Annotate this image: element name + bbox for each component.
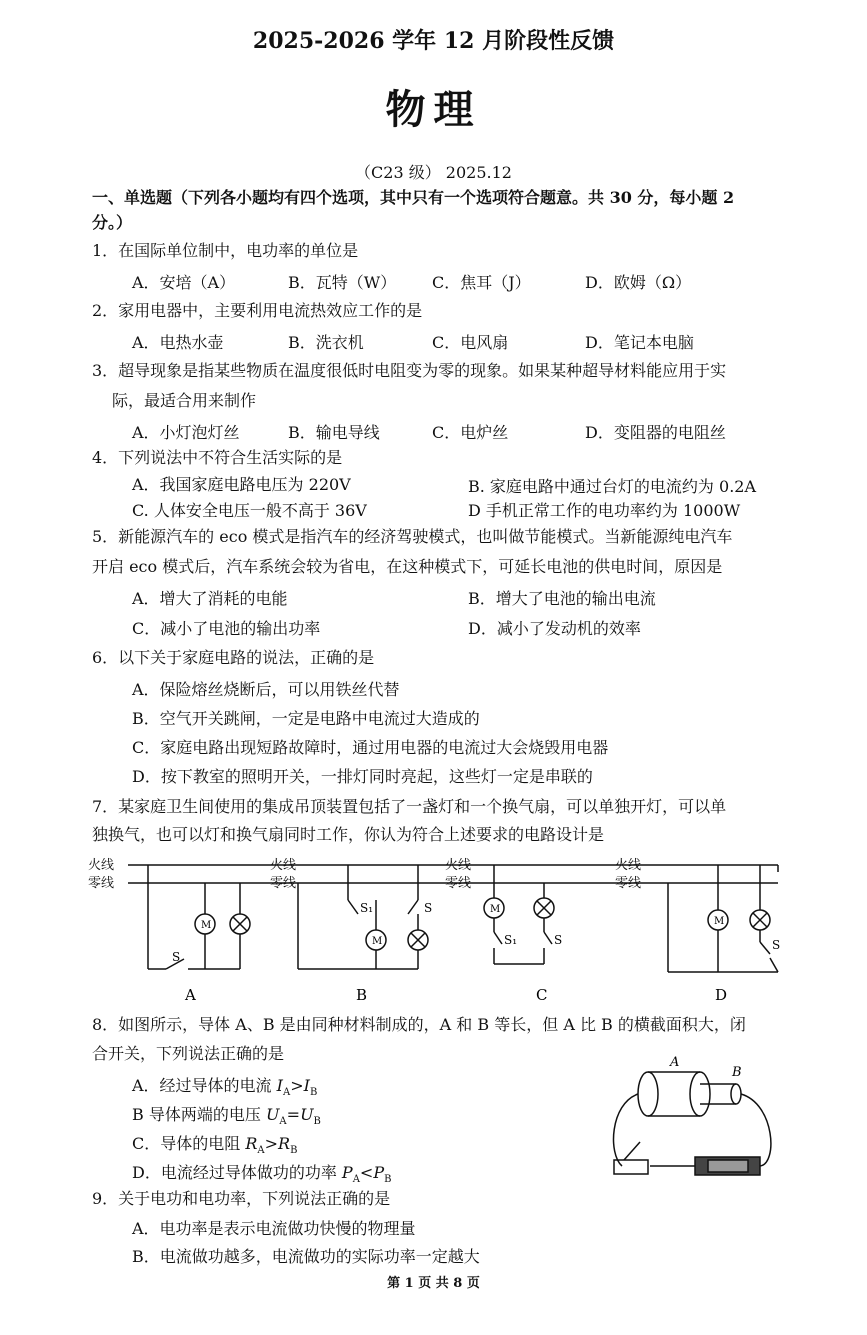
q1-option-b: B．瓦特（W）: [288, 273, 397, 292]
q7-switch-s-c: S: [554, 933, 563, 947]
q4-option-c: C. 人体安全电压一般不高于 36V: [132, 501, 367, 520]
q5-option-d: D．减小了发动机的效率: [468, 619, 641, 638]
q1-option-c: C．焦耳（J）: [432, 273, 531, 292]
q7-neutral-label-b: 零线: [270, 876, 297, 891]
q7-label-b: B: [356, 986, 368, 1004]
q9-stem: 9．关于电功和电功率，下列说法正确的是: [92, 1189, 391, 1208]
q3-option-a: A．小灯泡灯丝: [132, 423, 240, 442]
q8-option-b: B 导体两端的电压 $U_A=U_B$: [132, 1105, 321, 1128]
q6-option-a: A．保险熔丝烧断后，可以用铁丝代替: [132, 680, 400, 699]
q2-option-d: D．笔记本电脑: [585, 333, 694, 352]
q3-option-b: B．输电导线: [288, 423, 380, 442]
q8-stem-cont: 合开关，下列说法正确的是: [92, 1044, 285, 1063]
q7-switch-s1-b: S₁: [360, 901, 374, 915]
q7-label-d: D: [715, 986, 728, 1004]
q2-option-a: A．电热水壶: [132, 333, 224, 352]
q9-option-a: A．电功率是表示电流做功快慢的物理量: [132, 1219, 416, 1238]
q4-stem: 4．下列说法中不符合生活实际的是: [92, 448, 343, 467]
q7-live-label-d: 火线: [615, 858, 642, 873]
q8-option-d: D．电流经过导体做功的功率 $P_A<P_B$: [132, 1163, 392, 1186]
grade-date: （C23 级） 2025.12: [355, 163, 512, 182]
q3-option-d: D．变阻器的电阻丝: [585, 423, 726, 442]
q5-option-c: C．减小了电池的输出功率: [132, 619, 321, 638]
q5-stem-cont: 开启 eco 模式后，汽车系统会较为省电，在这种模式下，可延长电池的供电时间，原因是: [92, 557, 723, 576]
q6-option-c: C．家庭电路出现短路故障时，通过用电器的电流过大会烧毁用电器: [132, 738, 609, 757]
q5-stem: 5．新能源汽车的 eco 模式是指汽车的经济驾驶模式，也叫做节能模式。当新能源纯电汽车: [92, 527, 733, 546]
q7-switch-s-b: S: [424, 901, 433, 915]
q1-stem: 1．在国际单位制中，电功率的单位是: [92, 241, 359, 260]
q7-circuit-a: [148, 865, 250, 969]
q7-motor-d: M: [714, 916, 725, 927]
q8-option-a: A．经过导体的电流 $I_A>I_B$: [132, 1076, 318, 1099]
q8-label-b: B: [732, 1065, 742, 1080]
q2-option-b: B．洗衣机: [288, 333, 364, 352]
q8-label-a: A: [670, 1055, 680, 1070]
q4-option-d: D 手机正常工作的电功率约为 1000W: [468, 501, 741, 520]
q7-live-label-b: 火线: [270, 858, 297, 873]
q5-option-a: A．增大了消耗的电能: [132, 589, 288, 608]
q4-option-a: A．我国家庭电路电压为 220V: [132, 475, 351, 494]
section-heading: 一、单选题（下列各小题均有四个选项，其中只有一个选项符合题意。共 30 分，每小题 2: [92, 188, 735, 207]
q7-switch-s1-c: S₁: [504, 933, 518, 947]
q6-stem: 6．以下关于家庭电路的说法，正确的是: [92, 648, 375, 667]
q7-neutral-label-a: 零线: [88, 876, 115, 891]
q7-neutral-label-c: 零线: [445, 876, 472, 891]
q3-option-c: C．电炉丝: [432, 423, 509, 442]
q5-option-b: B．增大了电池的输出电流: [468, 589, 656, 608]
q7-stem: 7．某家庭卫生间使用的集成吊顶装置包括了一盏灯和一个换气扇，可以单独开灯，可以单: [92, 797, 727, 816]
q4-option-b: B. 家庭电路中通过台灯的电流约为 0.2A: [468, 477, 757, 496]
q7-stem-cont: 独换气，也可以灯和换气扇同时工作，你认为符合上述要求的电路设计是: [92, 825, 605, 844]
q3-stem: 3．超导现象是指某些物质在温度很低时电阻变为零的现象。如果某种超导材料能应用于实: [92, 361, 727, 380]
q1-option-d: D．欧姆（Ω）: [585, 273, 692, 292]
q8-conductor-figure: [600, 1054, 780, 1184]
q2-option-c: C．电风扇: [432, 333, 509, 352]
q7-neutral-label-d: 零线: [615, 876, 642, 891]
q8-option-c: C．导体的电阻 $R_A>R_B$: [132, 1134, 298, 1157]
q7-motor-c: M: [490, 904, 501, 915]
q7-live-label-a: 火线: [88, 858, 115, 873]
q2-stem: 2．家用电器中，主要利用电流热效应工作的是: [92, 301, 423, 320]
subject-title: 物理: [385, 86, 482, 133]
q7-motor-a: M: [201, 920, 212, 931]
q6-option-b: B．空气开关跳闸，一定是电路中电流过大造成的: [132, 709, 480, 728]
q7-label-a: A: [185, 986, 196, 1004]
q3-stem-cont: 际，最适合用来制作: [112, 391, 257, 410]
section-heading-cont: 分。）: [92, 213, 133, 232]
q7-circuit-b: [298, 865, 428, 969]
q6-option-d: D．按下教室的照明开关，一排灯同时亮起，这些灯一定是串联的: [132, 767, 593, 786]
q1-option-a: A．安培（A）: [132, 273, 236, 292]
exam-title: 2025-2026 学年 12 月阶段性反馈: [252, 28, 615, 54]
q7-live-label-c: 火线: [445, 858, 472, 873]
q7-switch-s-d: S: [772, 938, 781, 952]
q9-option-b: B．电流做功越多，电流做功的实际功率一定越大: [132, 1247, 480, 1266]
q7-circuit-figure: [88, 852, 788, 1010]
q7-motor-b: M: [372, 936, 383, 947]
page-number: 第 1 页 共 8 页: [387, 1276, 480, 1291]
q7-switch-a: S: [172, 950, 181, 964]
q7-label-c: C: [536, 986, 548, 1004]
q8-stem: 8．如图所示，导体 A、B 是由同种材料制成的，A 和 B 等长，但 A 比 B 的横截面积大，闭: [92, 1015, 746, 1034]
